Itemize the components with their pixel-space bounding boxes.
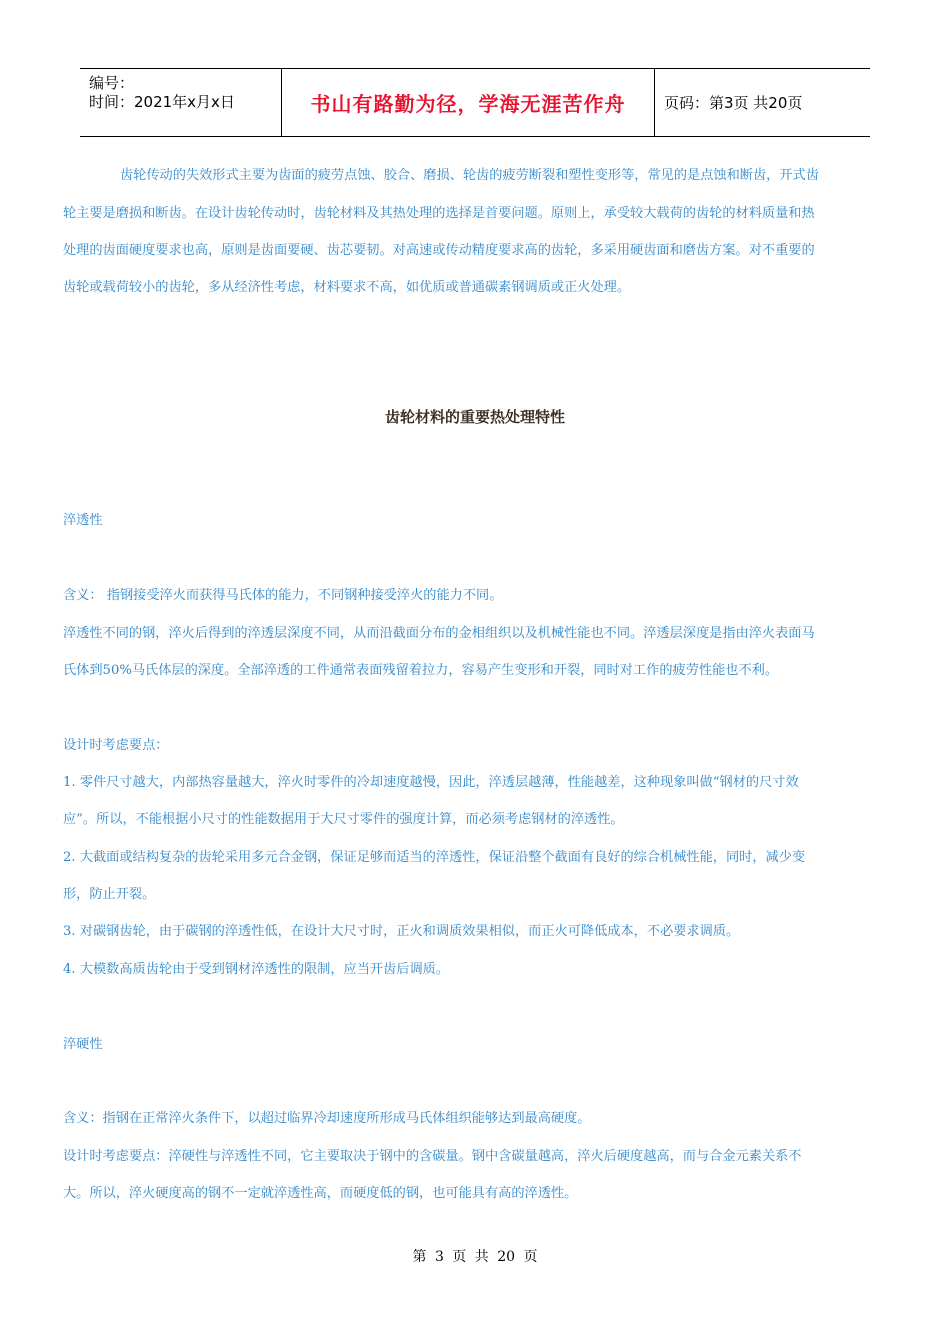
hardness-definition: 含义：指钢在正常淬火条件下，以超过临界冷却速度所形成马氏体组织能够达到最高硬度。 [63,1111,591,1126]
section-title: 齿轮材料的重要热处理特性 [384,408,565,426]
motto-text: 书山有路勤为径，学海无涯苦作舟 [310,92,626,116]
design-point-line: 3. 对碳钢齿轮，由于碳钢的淬透性低，在设计大尺寸时，正火和调质效果相似，而正火可降低成本，不必要求调质。 [63,924,740,939]
hardenability-heading: 淬透性 [63,513,103,528]
time-label: 时间：2021年x月x日 [89,93,235,111]
hardenability-desc-line: 氏体到50%马氏体层的深度。全部淬透的工件通常表面残留着拉力，容易产生变形和开裂，同时对工作的疲劳性能也不利。 [63,663,779,678]
design-point-line: 4. 大模数高质齿轮由于受到钢材淬透性的限制，应当开齿后调质。 [63,962,450,977]
design-point-line: 1. 零件尺寸越大，内部热容量越大，淬火时零件的冷却速度越慢，因此，淬透层越薄，性能越差，这种现象叫做“钢材的尺寸效 [63,775,799,790]
page-info: 页码：第3页 共20页 [664,94,803,112]
intro-line: 齿轮传动的失效形式主要为齿面的疲劳点蚀、胶合、磨损、轮齿的疲劳断裂和塑性变形等，常见的是点蚀和断齿，开式齿 [120,168,819,183]
page-info-cell [655,69,870,136]
design-point-line: 形，防止开裂。 [63,887,156,902]
hardenability-desc-line: 淬透性不同的钢，淬火后得到的淬透层深度不同，从而沿截面分布的金相组织以及机械性能也不同。淬透层深度是指由淬火表面马 [63,626,815,641]
design-point-line: 2. 大截面或结构复杂的齿轮采用多元合金钢，保证足够而适当的淬透性，保证沿整个截面有良好的综合机械性能，同时，减少变 [63,850,806,865]
motto-cell [281,69,655,136]
design-point-line: 应”。所以，不能根据小尺寸的性能数据用于大尺寸零件的强度计算，而必须考虑钢材的淬透性。 [63,812,624,827]
header-table [80,68,870,137]
hardness-heading: 淬硬性 [63,1037,103,1052]
hardenability-definition: 含义： 指钢接受淬火而获得马氏体的能力，不同钢种接受淬火的能力不同。 [63,588,503,603]
header-meta-cell [80,69,281,136]
hardness-line: 大。所以，淬火硬度高的钢不一定就淬透性高，而硬度低的钢，也可能具有高的淬透性。 [63,1186,578,1201]
page-footer: 第 3 页 共 20 页 [412,1249,538,1265]
intro-line: 轮主要是磨损和断齿。在设计齿轮传动时，齿轮材料及其热处理的选择是首要问题。原则上，承受较大载荷的齿轮的材料质量和热 [63,206,815,221]
number-label: 编号： [89,74,135,92]
intro-line: 齿轮或载荷较小的齿轮，多从经济性考虑，材料要求不高，如优质或普通碳素钢调质或正火处理。 [63,280,631,295]
hardness-line: 设计时考虑要点：淬硬性与淬透性不同，它主要取决于钢中的含碳量。钢中含碳量越高，淬火后硬度越高，而与合金元素关系不 [63,1149,802,1164]
design-points-heading: 设计时考虑要点： [63,738,169,753]
intro-line: 处理的齿面硬度要求也高，原则是齿面要硬、齿芯要韧。对高速或传动精度要求高的齿轮，多采用硬齿面和磨齿方案。对不重要的 [63,243,815,258]
